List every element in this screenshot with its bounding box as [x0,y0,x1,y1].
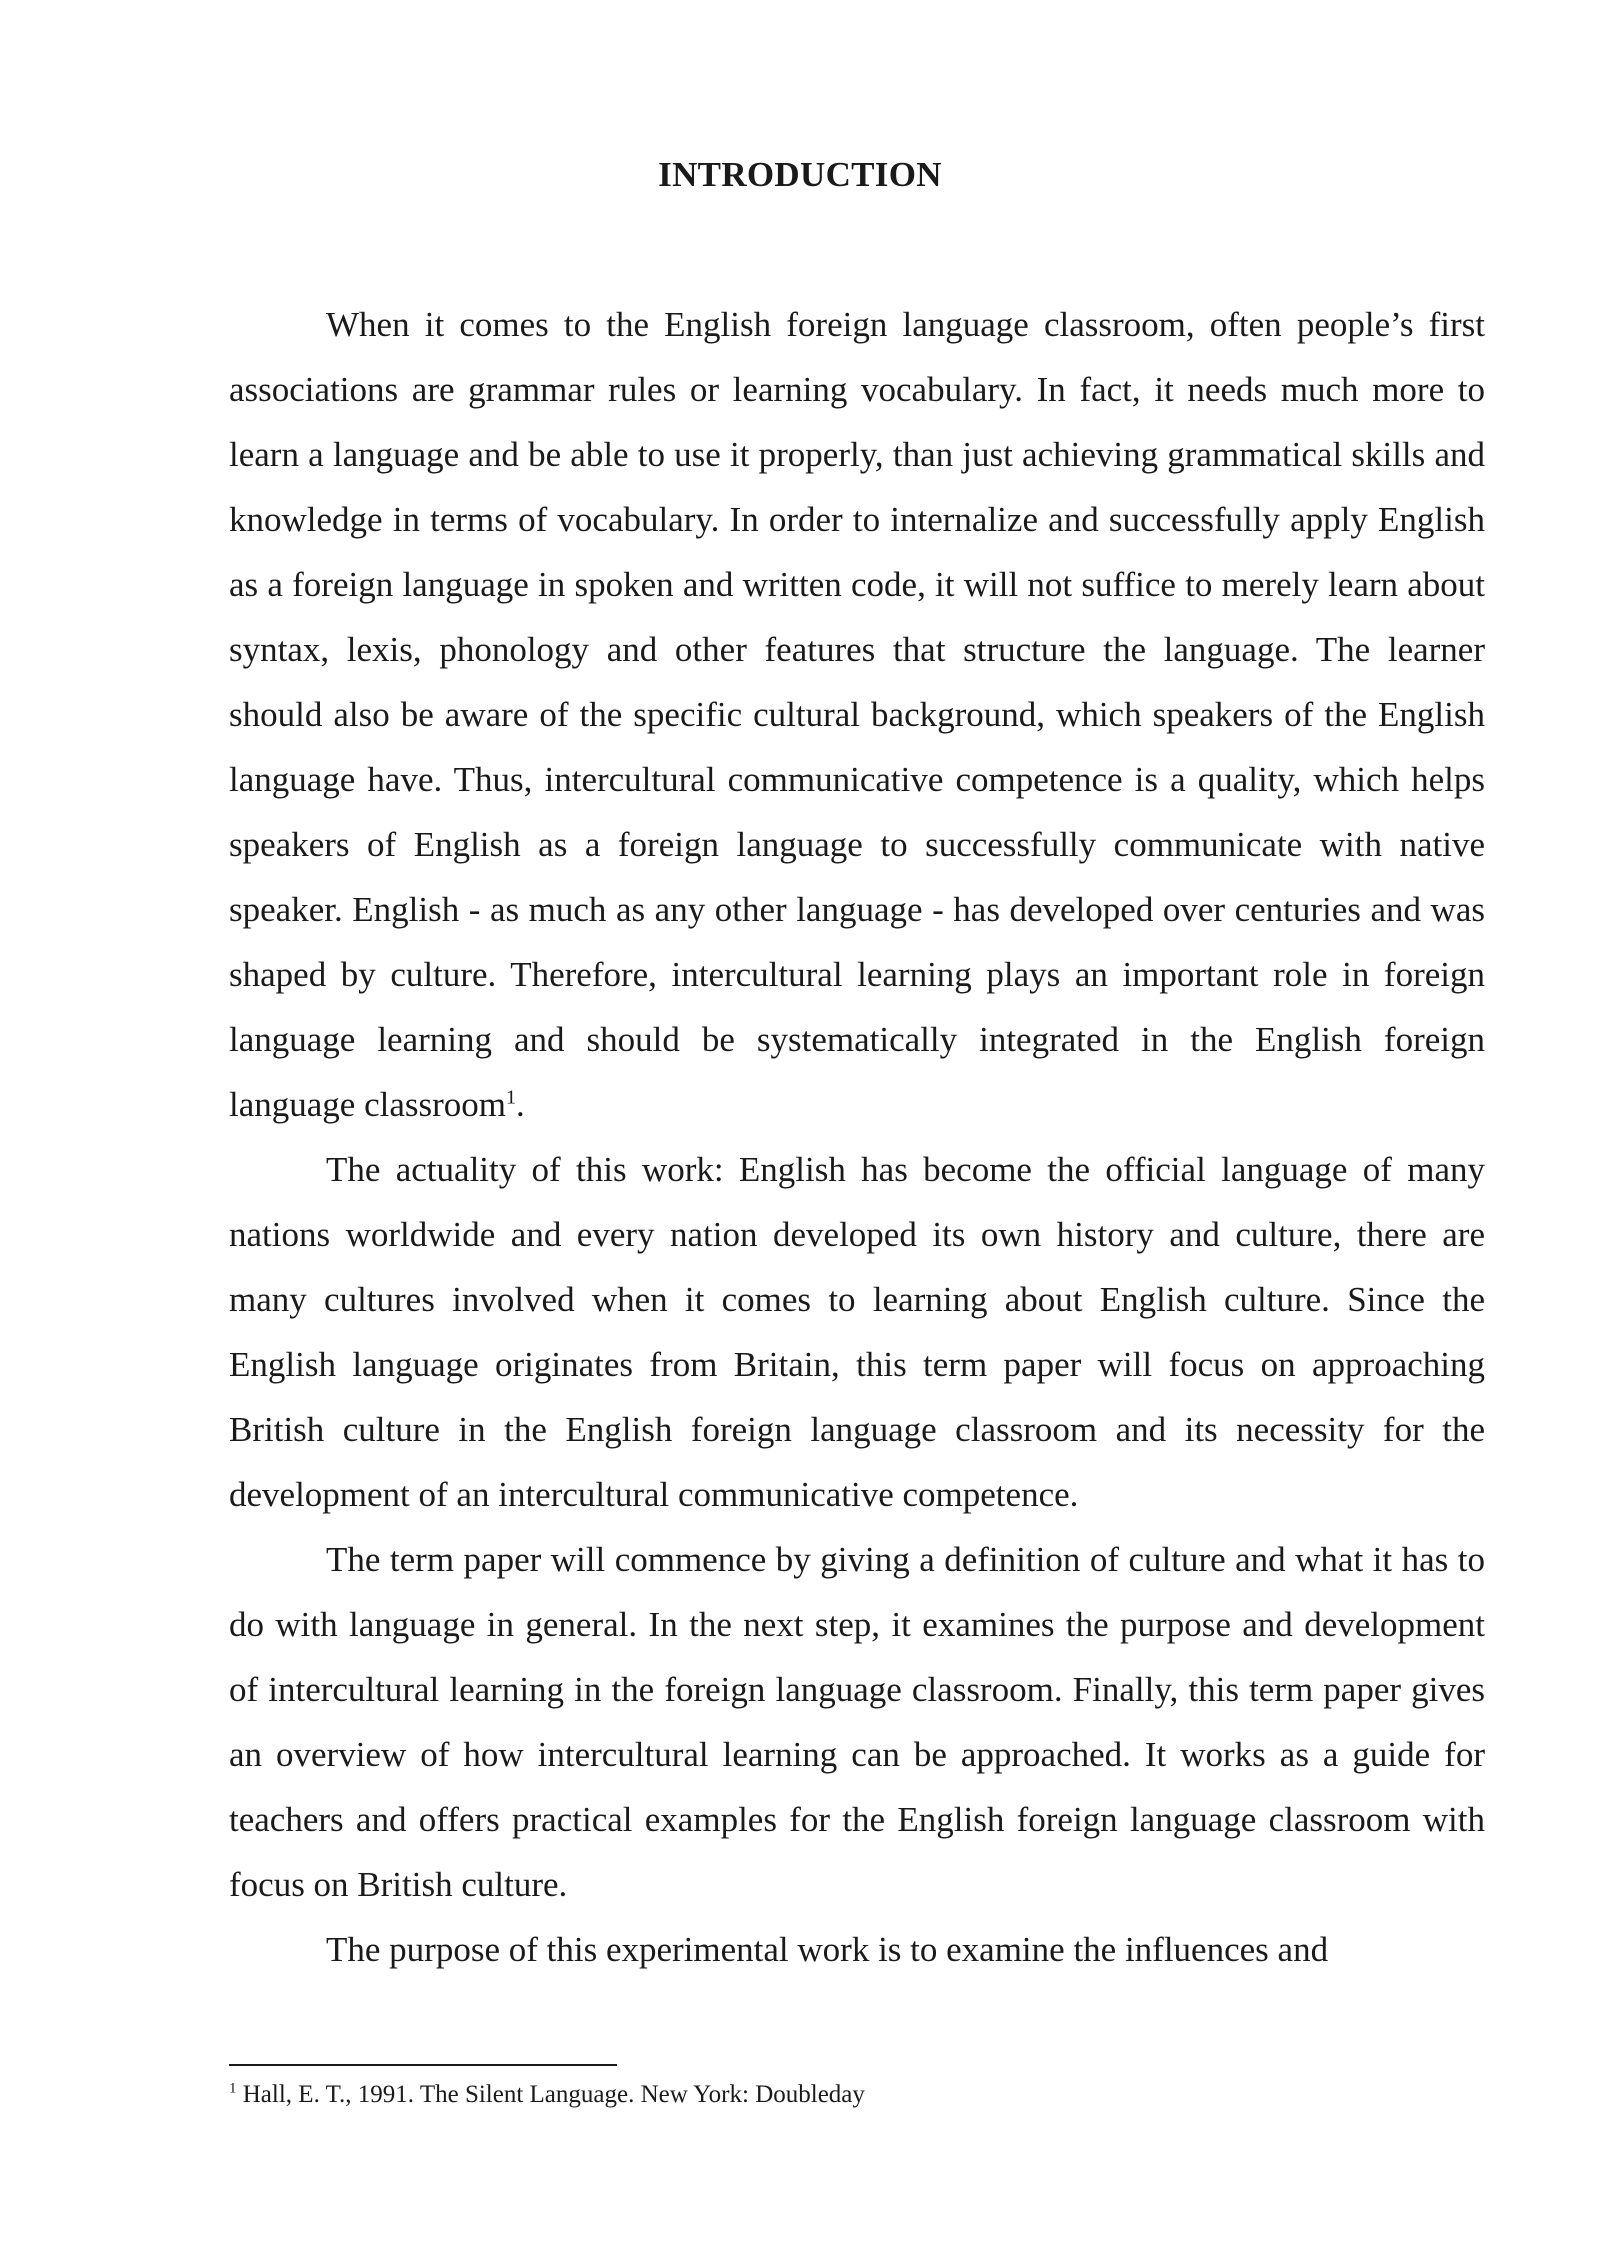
footnote-reference: 1 [506,1086,516,1109]
paragraph-2: The actuality of this work: English has become the official language of many nations worldwide and every nation developed its own history and culture, there are many cultures involved when it comes to learning about English culture. Since the English language originates from Britain, this term paper will focus on approaching British culture in the English foreign language classroom and its necessity for the development of an intercultural communicative competence. [229,1150,1485,1514]
paragraph-1-end: . [516,1085,525,1124]
footnote-separator [229,2064,617,2066]
footnote-marker: 1 [229,2080,237,2097]
paragraph-3: The term paper will commence by giving a definition of culture and what it has to do with language in general. In the next step, it examines the purpose and development of intercultural learning in the foreign language classroom. Finally, this term paper gives an overview of how intercultural learning can be approached. It works as a guide for teachers and offers practical examples for the English foreign language classroom with focus on British culture. [229,1540,1485,1904]
body-text [229,292,1485,1982]
footnote-text: Hall, E. T., 1991. The Silent Language. New York: Doubleday [242,2081,865,2108]
page-title: INTRODUCTION [658,155,942,194]
paragraph-1 [229,292,1485,1137]
paragraph-1-text: When it comes to the English foreign language classroom, often people’s first associations are grammar rules or learning vocabulary. In fact, it needs much more to learn a language and be able to use it properly, than just achieving grammatical skills and knowledge in terms of vocabulary. In order to internalize and successfully apply English as a foreign language in spoken and written code, it will not suffice to merely learn about syntax, lexis, phonology and other features that structure the language. The learner should also be aware of the specific cultural background, which speakers of the English language have. Thus, intercultural communicative competence is a quality, which helps speakers of English as a foreign language to successfully communicate with native speaker. English - as much as any other language - has developed over centuries and was shaped by culture. Therefore, intercultural learning plays an important role in foreign language learning and should be systematically integrated in the English foreign language classroom [229,305,1485,1124]
footnote [229,2078,865,2112]
paragraph-4: The purpose of this experimental work is to examine the influences and [326,1930,1329,1969]
